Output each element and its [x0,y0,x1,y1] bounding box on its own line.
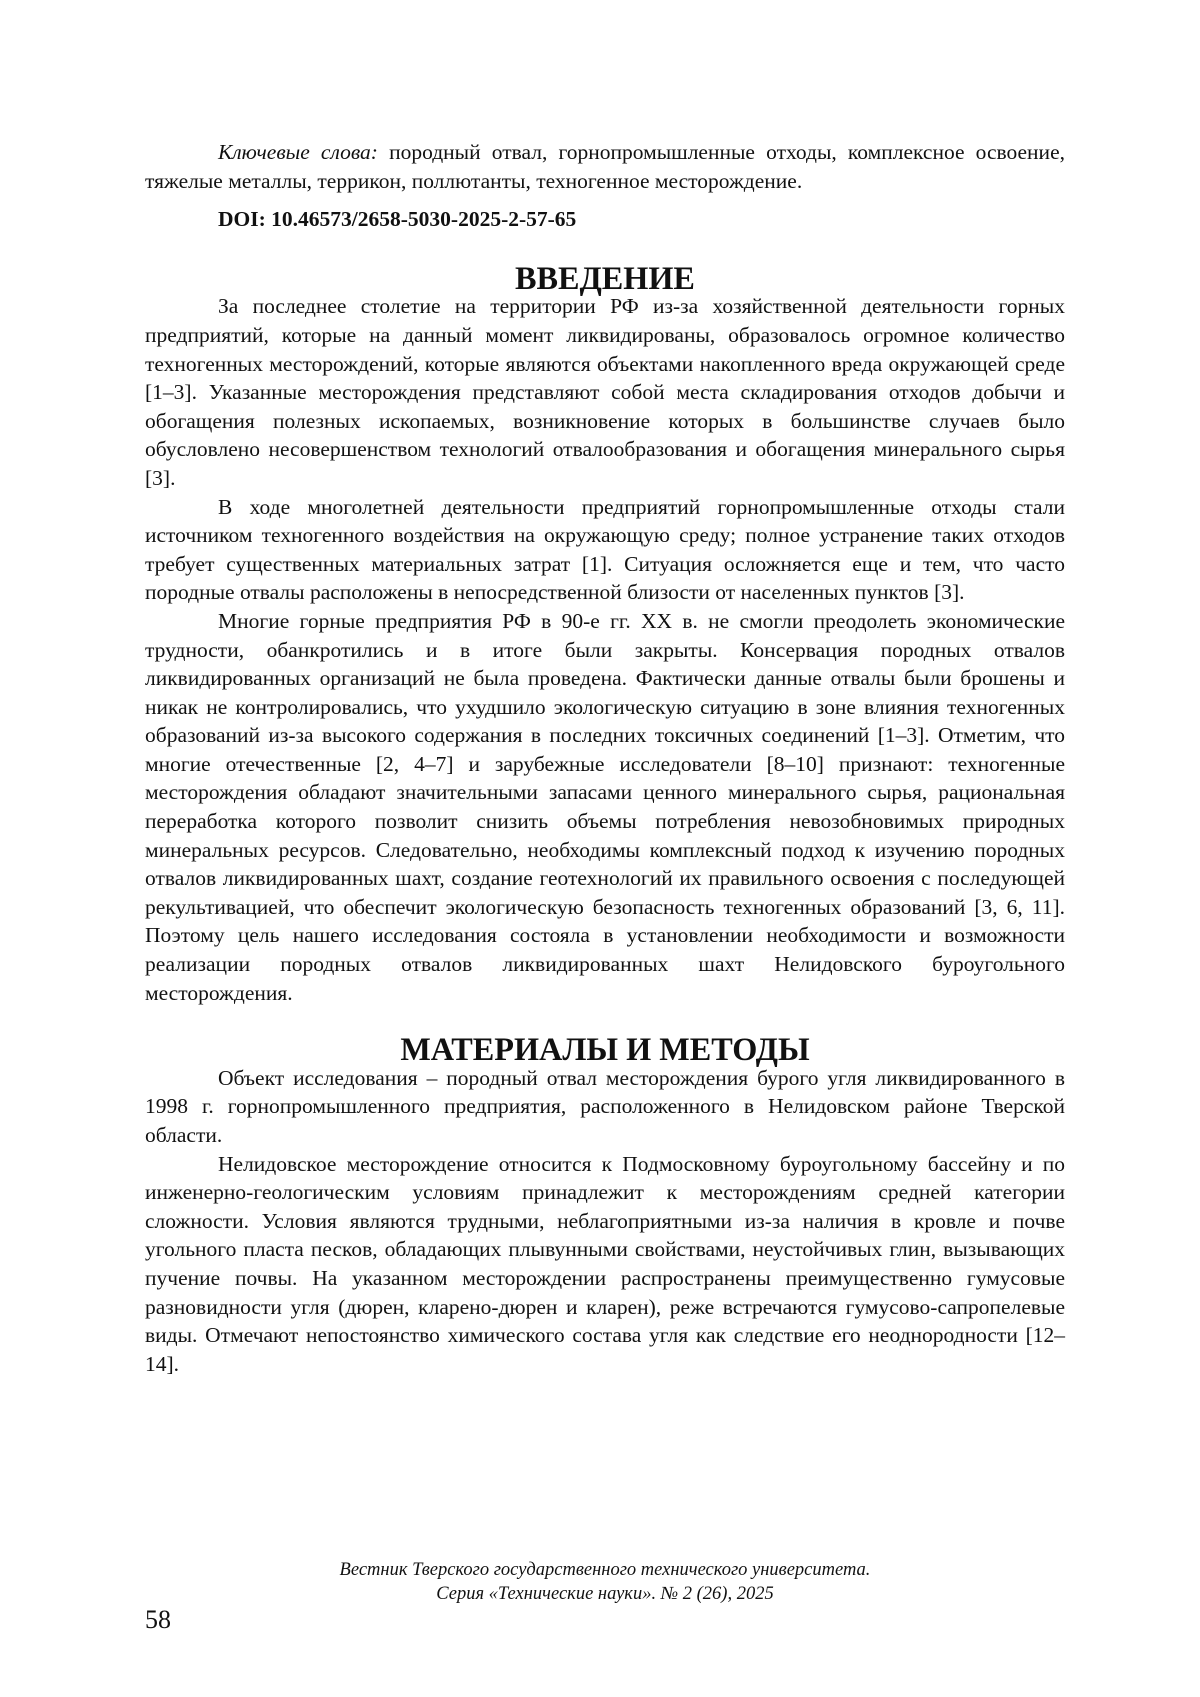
journal-title: Вестник Тверского государственного технического университета. [145,1558,1065,1582]
journal-footer [145,1558,1065,1606]
keywords-text: породный отвал, горнопромышленные отходы, комплексное освоение, тяжелые металлы, террикон, поллютанты, техногенное месторождение. [145,140,1065,193]
introduction-paragraph: Многие горные предприятия РФ в 90-е гг. XX в. не смогли преодолеть экономические трудности, обанкротились и в итоге были закрыты. Консервация породных отвалов ликвидированных организаций не была проведена. Фактически данные отвалы были брошены и никак не контролировались, что ухудшило экологическую ситуацию в зоне влияния техногенных образований из-за высокого содержания в последних токсичных соединений [1–3]. Отметим, что многие отечественные [2, 4–7] и зарубежные исследователи [8–10] признают: техногенные месторождения обладают значительными запасами ценного минерального сырья, рациональная переработка которого позволит снизить объемы потребления невозобновимых природных минеральных ресурсов. Следовательно, необходимы комплексный подход к изучению породных отвалов ликвидированных шахт, создание геотехнологий их правильного освоения с последующей рекультивацией, что обеспечит экологическую безопасность техногенных образований [3, 6, 11]. Поэтому цель нашего исследования состояла в установлении необходимости и возможности реализации породных отвалов ликвидированных шахт Нелидовского буроугольного месторождения. [145,607,1065,1007]
methods-heading: МАТЕРИАЛЫ И МЕТОДЫ [145,1035,1065,1064]
page-number: 58 [145,1605,171,1635]
keywords-paragraph [145,138,1065,195]
introduction-paragraph: За последнее столетие на территории РФ из-за хозяйственной деятельности горных предприятий, которые на данный момент ликвидированы, образовалось огромное количество техногенных месторождений, которые являются объектами накопленного вреда окружающей среде [1–3]. Указанные месторождения представляют собой места складирования отходов добычи и обогащения полезных ископаемых, возникновение которых в большинстве случаев было обусловлено несовершенством технологий отвалообразования и обогащения минерального сырья [3]. [145,292,1065,492]
methods-paragraph: Нелидовское месторождение относится к Подмосковному буроугольному бассейну и по инженерно-геологическим условиям принадлежит к месторождениям средней категории сложности. Условия являются трудными, неблагоприятными из-за наличия в кровле и почве угольного пласта песков, обладающих плывунными свойствами, неустойчивых глин, вызывающих пучение почвы. На указанном месторождении распространены преимущественно гумусовые разновидности угля (дюрен, кларено-дюрен и кларен), реже встречаются гумусово-сапропелевые виды. Отмечают непостоянство химического состава угля как следствие его неоднородности [12–14]. [145,1150,1065,1379]
article-body [145,138,1065,1378]
keywords-label: Ключевые слова: [218,140,378,164]
doi: DOI: 10.46573/2658-5030-2025-2-57-65 [145,205,1065,234]
methods-paragraph: Объект исследования – породный отвал месторождения бурого угля ликвидированного в 1998 г. горнопромышленного предприятия, расположенного в Нелидовском районе Тверской области. [145,1064,1065,1150]
introduction-heading: ВВЕДЕНИЕ [145,264,1065,293]
introduction-paragraph: В ходе многолетней деятельности предприятий горнопромышленные отходы стали источником техногенного воздействия на окружающую среду; полное устранение таких отходов требует существенных материальных затрат [1]. Ситуация осложняется еще и тем, что часто породные отвалы расположены в непосредственной близости от населенных пунктов [3]. [145,493,1065,607]
journal-series: Серия «Технические науки». № 2 (26), 2025 [145,1582,1065,1606]
